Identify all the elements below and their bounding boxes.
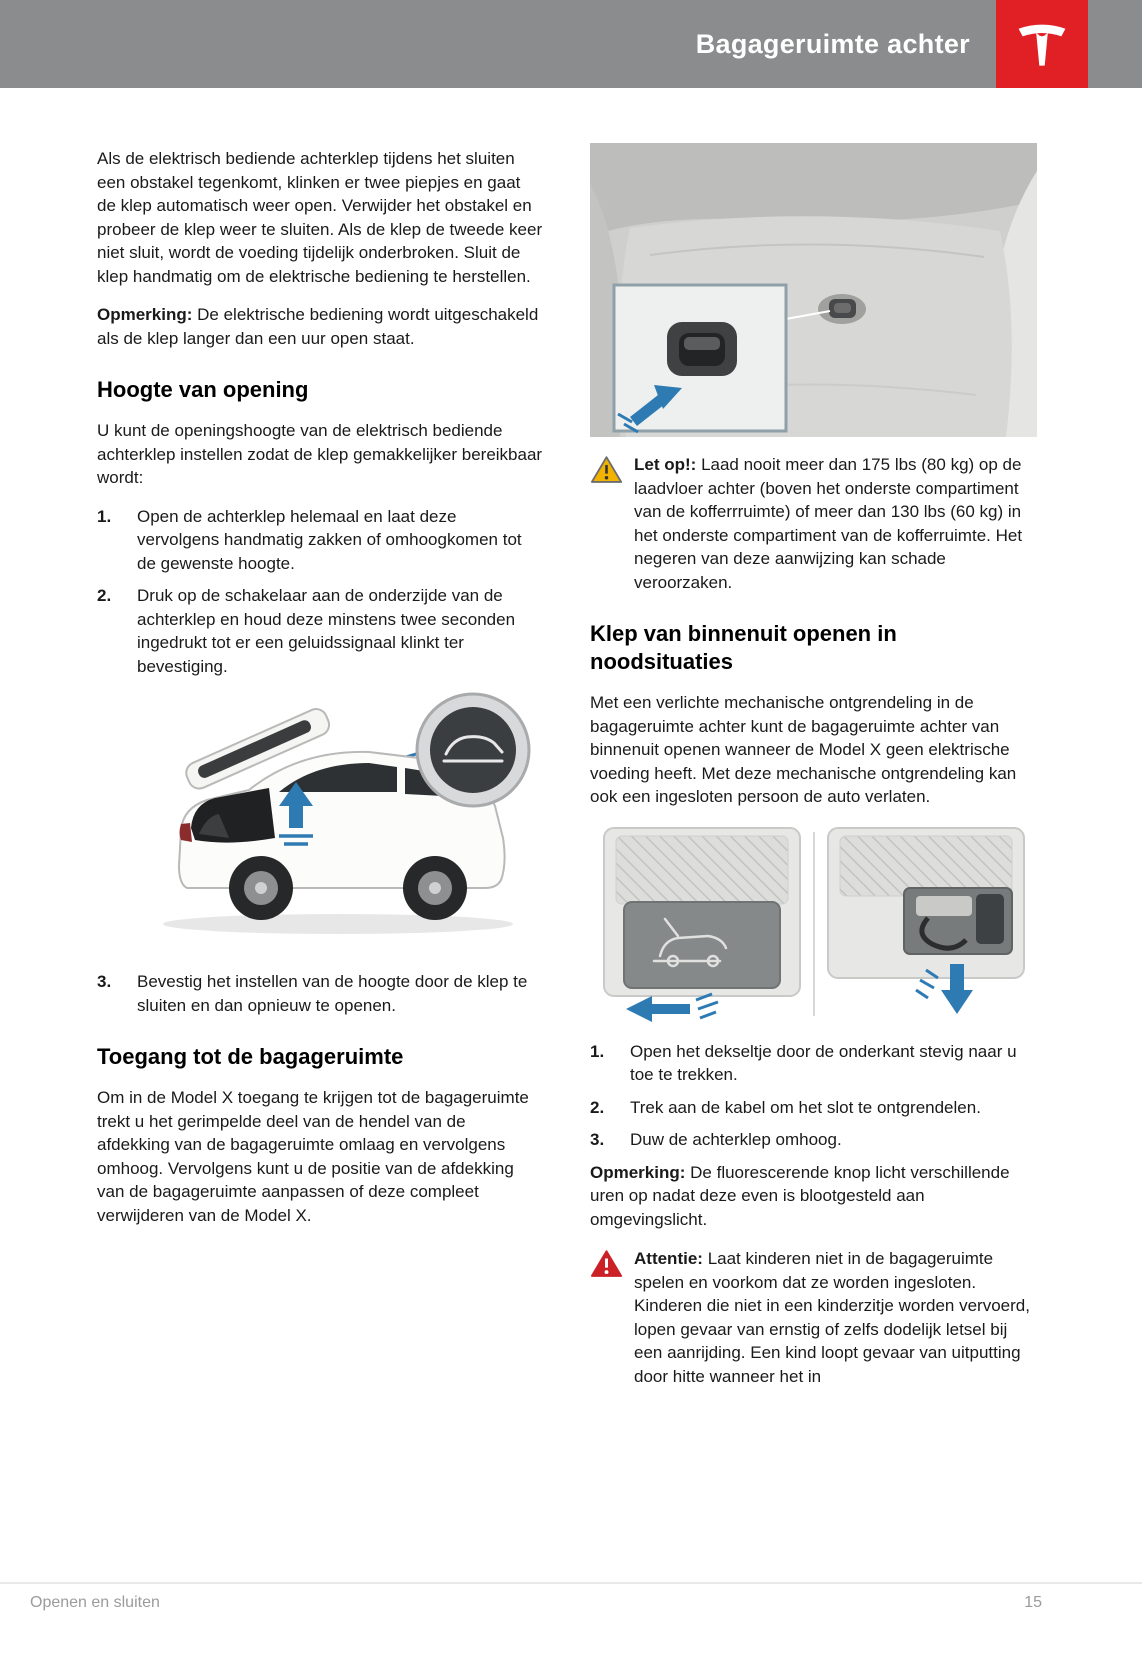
left-column — [97, 147, 543, 1242]
list-text: Druk op de schakelaar aan de onderzijde van de achterklep en houd deze minstens twee seconden ingedrukt tot er een geluidssignaal klinkt ter bevestiging. — [137, 586, 516, 676]
list-item — [590, 1040, 1037, 1087]
list-number: 1. — [590, 1041, 605, 1061]
list-text: Open de achterklep helemaal en laat deze vervolgens handmatig zakken of omhoogkomen tot de gewenste hoogte. — [137, 506, 522, 573]
warning-paragraph — [634, 1247, 1037, 1388]
warning-label: Attentie: — [634, 1249, 703, 1268]
footer-page-number: 15 — [1024, 1594, 1042, 1611]
opening-steps-list — [97, 505, 543, 679]
access-paragraph: Om in de Model X toegang te krijgen tot de bagageruimte trekt u het gerimpelde deel van de hendel van de afdekking van de bagageruimte omlaag en vervolgens omhoog. Vervolgens kunt u de positie van de afdekking van de bagageruimte aanpassen of deze compleet verwijderen van de Model X. — [97, 1088, 529, 1225]
opening-intro: U kunt de openingshoogte van de elektrisch bediende achterklep instellen zodat de klep gemakkelijker bereikbaar wordt: — [97, 421, 543, 487]
list-number: 2. — [97, 586, 112, 605]
warning-text: Laat kinderen niet in de bagageruimte spelen en voorkom dat ze worden ingesloten. Kinderen die niet in een kinderzitje worden vervoerd, lopen gevaar van ernstig of zelfs dodelijk letsel bij een aanrijding. Een kind loopt gevaar van uitputting door hitte wanneer het in — [634, 1249, 1030, 1386]
note-text: De fluorescerende knop licht verschillende uren op nadat deze even is blootgesteld aan omgevingslicht. — [590, 1162, 1010, 1229]
heading-opening-height: Hoogte van opening — [97, 377, 309, 402]
floor-handle — [818, 294, 866, 324]
intro-paragraph: Als de elektrisch bediende achterklep tijdens het sluiten een obstakel tegenkomt, klinken er twee piepjes en gaat de klep automatisch weer open. Verwijder het obstakel en probeer de klep weer te sluiten. Als de klep de tweede keer niet sluit, wordt de voeding tijdelijk onderbroken. Sluit de klep handmatig om de elektrische bediening te herstellen. — [97, 149, 543, 286]
warning-icon — [590, 1247, 634, 1388]
heading-emergency-release: Klep van binnenuit openen in noodsituaties — [590, 621, 897, 674]
warning-block — [590, 1247, 1037, 1388]
list-item — [590, 1128, 1037, 1152]
note-paragraph — [590, 1161, 1037, 1232]
note-label: Opmerking: — [590, 1162, 686, 1182]
handle-inset — [614, 285, 786, 432]
emergency-steps-list — [590, 1040, 1037, 1152]
list-text: Trek aan de kabel om het slot te ontgrendelen. — [630, 1097, 981, 1117]
list-number: 2. — [590, 1097, 605, 1117]
list-number: 1. — [97, 506, 112, 526]
list-number: 3. — [590, 1130, 605, 1149]
emergency-intro: Met een verlichte mechanische ontgrendeling in de bagageruimte achter kunt de bagageruimte achter van binnenuit openen wanneer de Model X geen elektrische voeding heeft. Met deze mechanische ontgrendeling kan ook een ingesloten persoon de auto verlaten. — [590, 693, 1017, 806]
handle-detail — [667, 322, 737, 376]
release-illustration — [590, 824, 1037, 1024]
pull-left-arrow-icon — [626, 994, 718, 1022]
caution-paragraph — [634, 453, 1037, 594]
opening-steps-list-continued — [97, 970, 543, 1017]
list-text: Duw de achterklep omhoog. — [630, 1130, 842, 1149]
note-paragraph — [97, 303, 543, 350]
emergency-release-figure — [590, 824, 1037, 1024]
page-footer — [0, 1582, 1142, 1628]
note-text: De elektrische bediening wordt uitgeschakeld als de klep langer dan een uur open staat. — [97, 305, 539, 348]
list-item — [97, 970, 543, 1017]
taillight — [180, 823, 193, 842]
list-text: Bevestig het instellen van de hoogte door de klep te sluiten en dan opnieuw te openen. — [137, 972, 528, 1015]
tesla-t-icon — [1015, 14, 1069, 74]
right-column — [590, 143, 1037, 1403]
page-title: Bagageruimte achter — [695, 29, 970, 59]
note-label: Opmerking: — [97, 305, 193, 324]
latch-mechanism — [904, 888, 1012, 954]
list-item — [590, 1096, 1037, 1120]
page-header — [0, 0, 1142, 88]
trunk-handle-figure — [590, 143, 1037, 437]
list-item — [97, 505, 543, 576]
list-text: Open het dekseltje door de onderkant stevig naar u toe te trekken. — [630, 1041, 1017, 1084]
caution-text: Laad nooit meer dan 175 lbs (80 kg) op de laadvloer achter (boven het onderste compartiment van de kofferrruimte) of meer dan 130 lbs (60 kg) in het onderste compartiment van de kofferruimte. Het negeren van deze aanwijzing kan schade veroorzaken. — [634, 455, 1023, 592]
heading-trunk-access: Toegang tot de bagageruimte — [97, 1044, 404, 1069]
open-liftgate-figure — [133, 688, 537, 956]
footer-section-title: Openen en sluiten — [30, 1594, 160, 1611]
list-item — [97, 584, 543, 678]
caution-label: Let op!: — [634, 455, 697, 474]
trunk-photo — [590, 143, 1037, 437]
release-cover-panel — [604, 828, 800, 1022]
car-illustration — [133, 688, 537, 956]
height-switch-inset — [417, 694, 529, 806]
caution-block — [590, 453, 1037, 594]
release-cable-panel — [828, 828, 1024, 1014]
tesla-logo-box — [996, 0, 1088, 88]
caution-icon — [590, 453, 634, 594]
list-number: 3. — [97, 972, 112, 991]
